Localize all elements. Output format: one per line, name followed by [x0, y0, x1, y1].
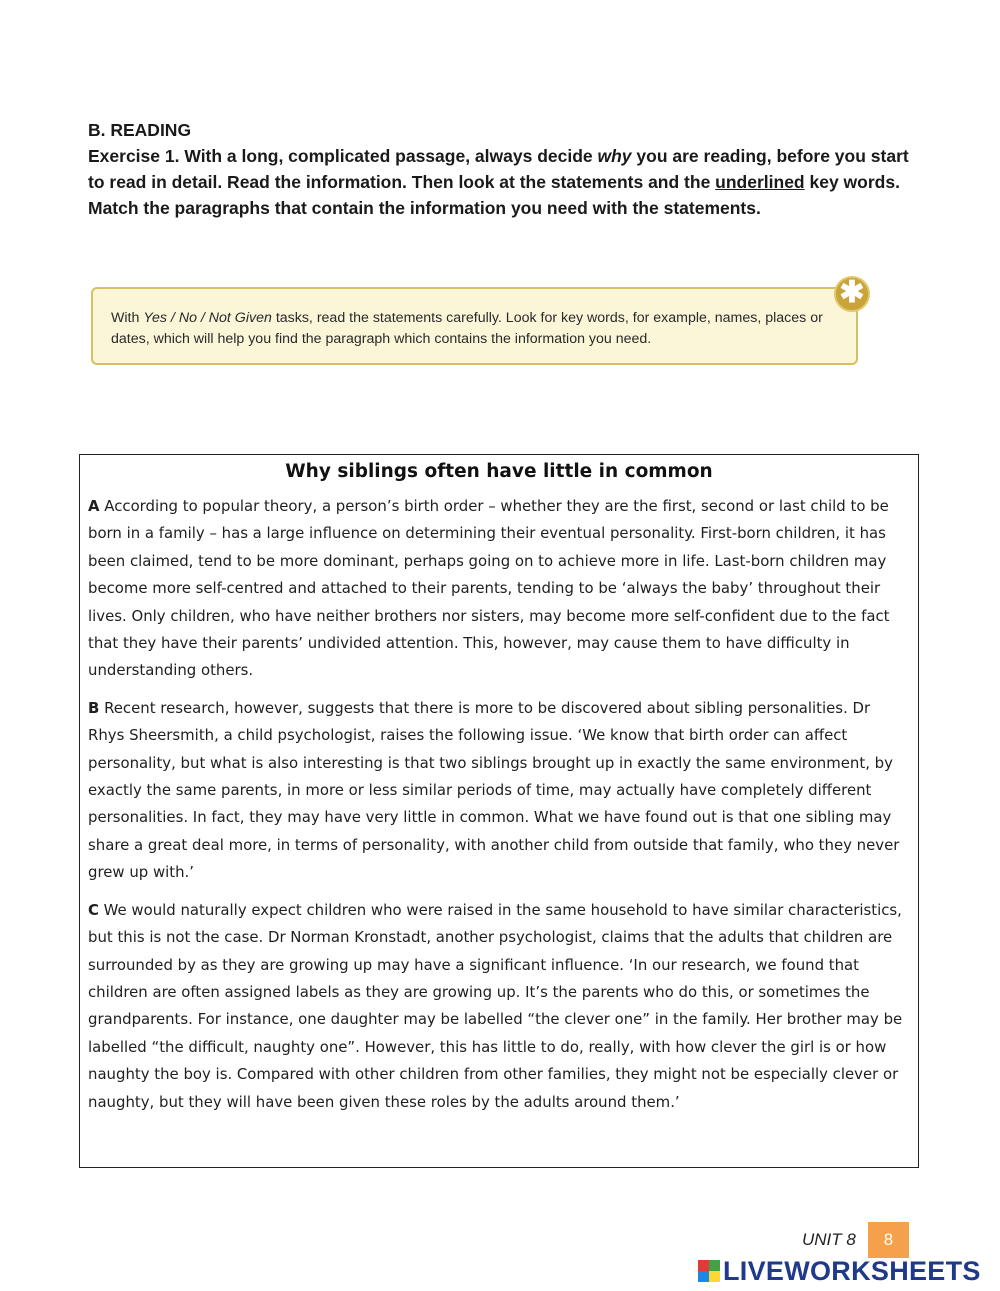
liveworksheets-logo-icon: [698, 1260, 720, 1282]
page-number: 8: [868, 1222, 909, 1258]
tip-rest: tasks, read the statements carefully. Look for key words, for example, names, places or dates, which will help you find the paragraph which contains the information you need.: [111, 310, 823, 347]
tip-task-type: Yes / No / Not Given: [143, 310, 272, 326]
tip-box: [91, 287, 858, 365]
star-icon: ✱: [834, 276, 870, 312]
passage-title: Why siblings often have little in common: [285, 461, 713, 482]
liveworksheets-brand[interactable]: [698, 1256, 981, 1286]
paragraph-letter: A: [88, 497, 100, 515]
exercise-instructions: [88, 143, 928, 221]
paragraph-b: [88, 695, 910, 887]
instructions-underlined: underlined: [715, 172, 805, 192]
instructions-emphasis: why: [597, 146, 632, 166]
paragraph-text: We would naturally expect children who were raised in the same household to have similar characteristics, but this is not the case. Dr Norman Kronstadt, another psychologist, claims that the adults that children are surrounded by as they are growing up may have a significant influence. ‘In our research, we found that children are often assigned labels as they are growing up. It’s the parents who do this, or sometimes the grandparents. For instance, one daughter may be labelled “the clever one” in the family. Her brother may be labelled “the difficult, naughty one”. However, this has little to do, really, with how clever the girl is or how naughty the boy is. Compared with other children from other families, they might not be especially clever or naughty, but they will have been given these roles by the adults around them.’: [88, 900, 903, 1111]
paragraph-letter: B: [88, 698, 100, 717]
section-heading: B. READING: [88, 120, 192, 140]
tip-lead: With: [111, 310, 144, 326]
paragraph-c: [88, 897, 910, 1116]
paragraph-a: [88, 493, 910, 685]
instructions-part3: key words. Match the paragraphs that contain the information you need with the statements.: [88, 172, 900, 218]
brand-name: LIVEWORKSHEETS: [723, 1255, 981, 1286]
reading-passage: [79, 454, 919, 1168]
instructions-part1: Exercise 1. With a long, complicated passage, always decide: [88, 146, 598, 166]
instructions-part2: you are reading, before you start to read in detail. Read the information. Then look at the statements and the: [88, 146, 909, 192]
unit-label: UNIT 8: [802, 1230, 856, 1249]
paragraph-text: According to popular theory, a person’s birth order – whether they are the first, second or last child to be born in a family – has a large influence on determining their eventual personality. First-born children, it has been claimed, tend to be more dominant, perhaps going on to achieve more in life. Last-born children may become more self-centred and attached to their parents, tending to be ‘always the baby’ throughout their lives. Only children, who have neither brothers nor sisters, may become more self-confident due to the fact that they have their parents’ undivided attention. This, however, may cause them to have difficulty in understanding others.: [88, 497, 890, 680]
paragraph-letter: C: [88, 900, 99, 919]
paragraph-text: Recent research, however, suggests that there is more to be discovered about sibling personalities. Dr Rhys Sheersmith, a child psychologist, raises the following issue. ‘We know that birth order can affect personality, but what is also interesting is that two siblings brought up in exactly the same environment, by exactly the same parents, in more or less similar periods of time, may actually have completely different personalities. In fact, they may have very little in common. What we have found out is that one sibling may share a great deal more, in terms of personality, with another child from outside that family, who they never grew up with.’: [88, 698, 900, 882]
